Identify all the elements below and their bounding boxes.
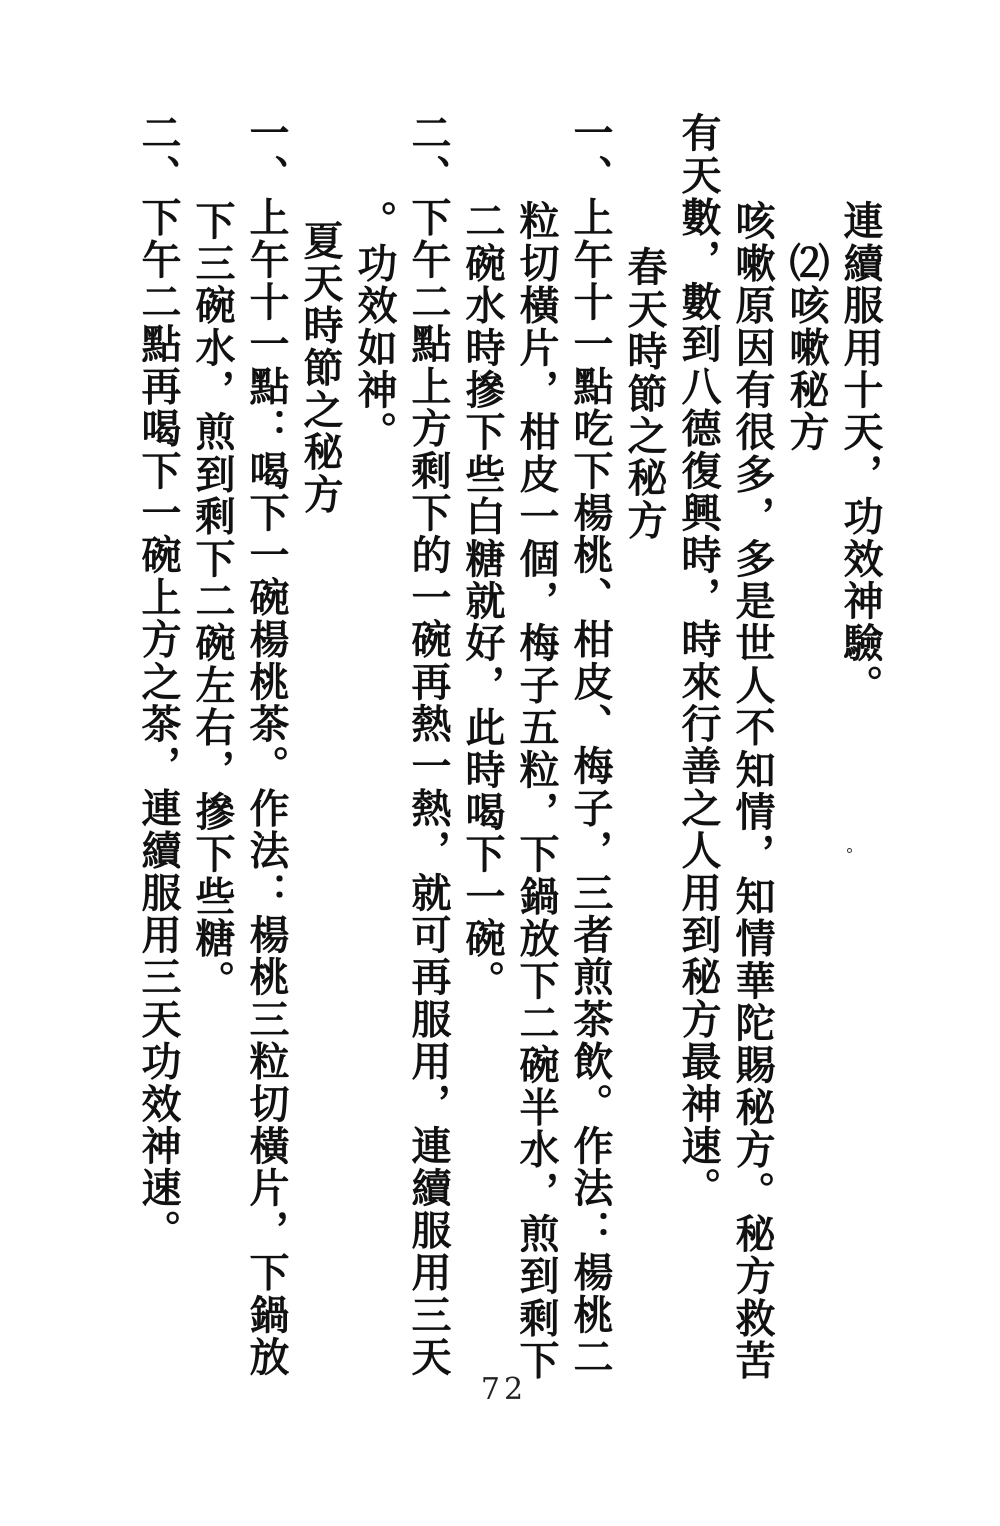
text-column-14: 二、下午二點再喝下一碗上方之茶，連續服用三天功效神速。 bbox=[135, 112, 182, 1252]
text-column-4: 有天數，數到八德復興時，時來行善之人用到秘方最神速。 bbox=[675, 112, 722, 1210]
text-column-12: 一、上午十一點：喝下一碗楊桃茶。作法：楊桃三粒切橫片，下鍋放 bbox=[243, 112, 290, 1378]
text-column-8: 二碗水時摻下些白糖就好，此時喝下一碗。 bbox=[459, 200, 506, 1002]
section-heading-cough-remedy: ⑵咳嗽秘方 bbox=[783, 242, 830, 453]
subheading-spring-remedy: 春天時節之秘方 bbox=[621, 246, 668, 542]
text-column-1: 連續服用十天，功效神驗。 bbox=[837, 200, 884, 707]
text-column-10: 。功效如神。 bbox=[351, 200, 398, 454]
text-column-7: 粒切橫片，柑皮一個，梅子五粒，下鍋放下二碗半水，煎到剩下 bbox=[513, 200, 560, 1382]
text-column-9: 二、下午二點上方剩下的一碗再熱一熱，就可再服用，連續服用三天 bbox=[405, 112, 452, 1378]
print-speck bbox=[847, 848, 852, 853]
text-column-13: 下三碗水，煎到剩下二碗左右，摻下些糖。 bbox=[189, 200, 236, 1002]
text-column-6: 一、上午十一點吃下楊桃、柑皮、梅子，三者煎茶飲。作法：楊桃二 bbox=[567, 112, 614, 1378]
page-number: 72 bbox=[480, 1372, 528, 1407]
text-column-3: 咳嗽原因有很多，多是世人不知情，知情華陀賜秘方。秘方救苦 bbox=[729, 200, 776, 1382]
subheading-summer-remedy: 夏天時節之秘方 bbox=[297, 220, 344, 516]
